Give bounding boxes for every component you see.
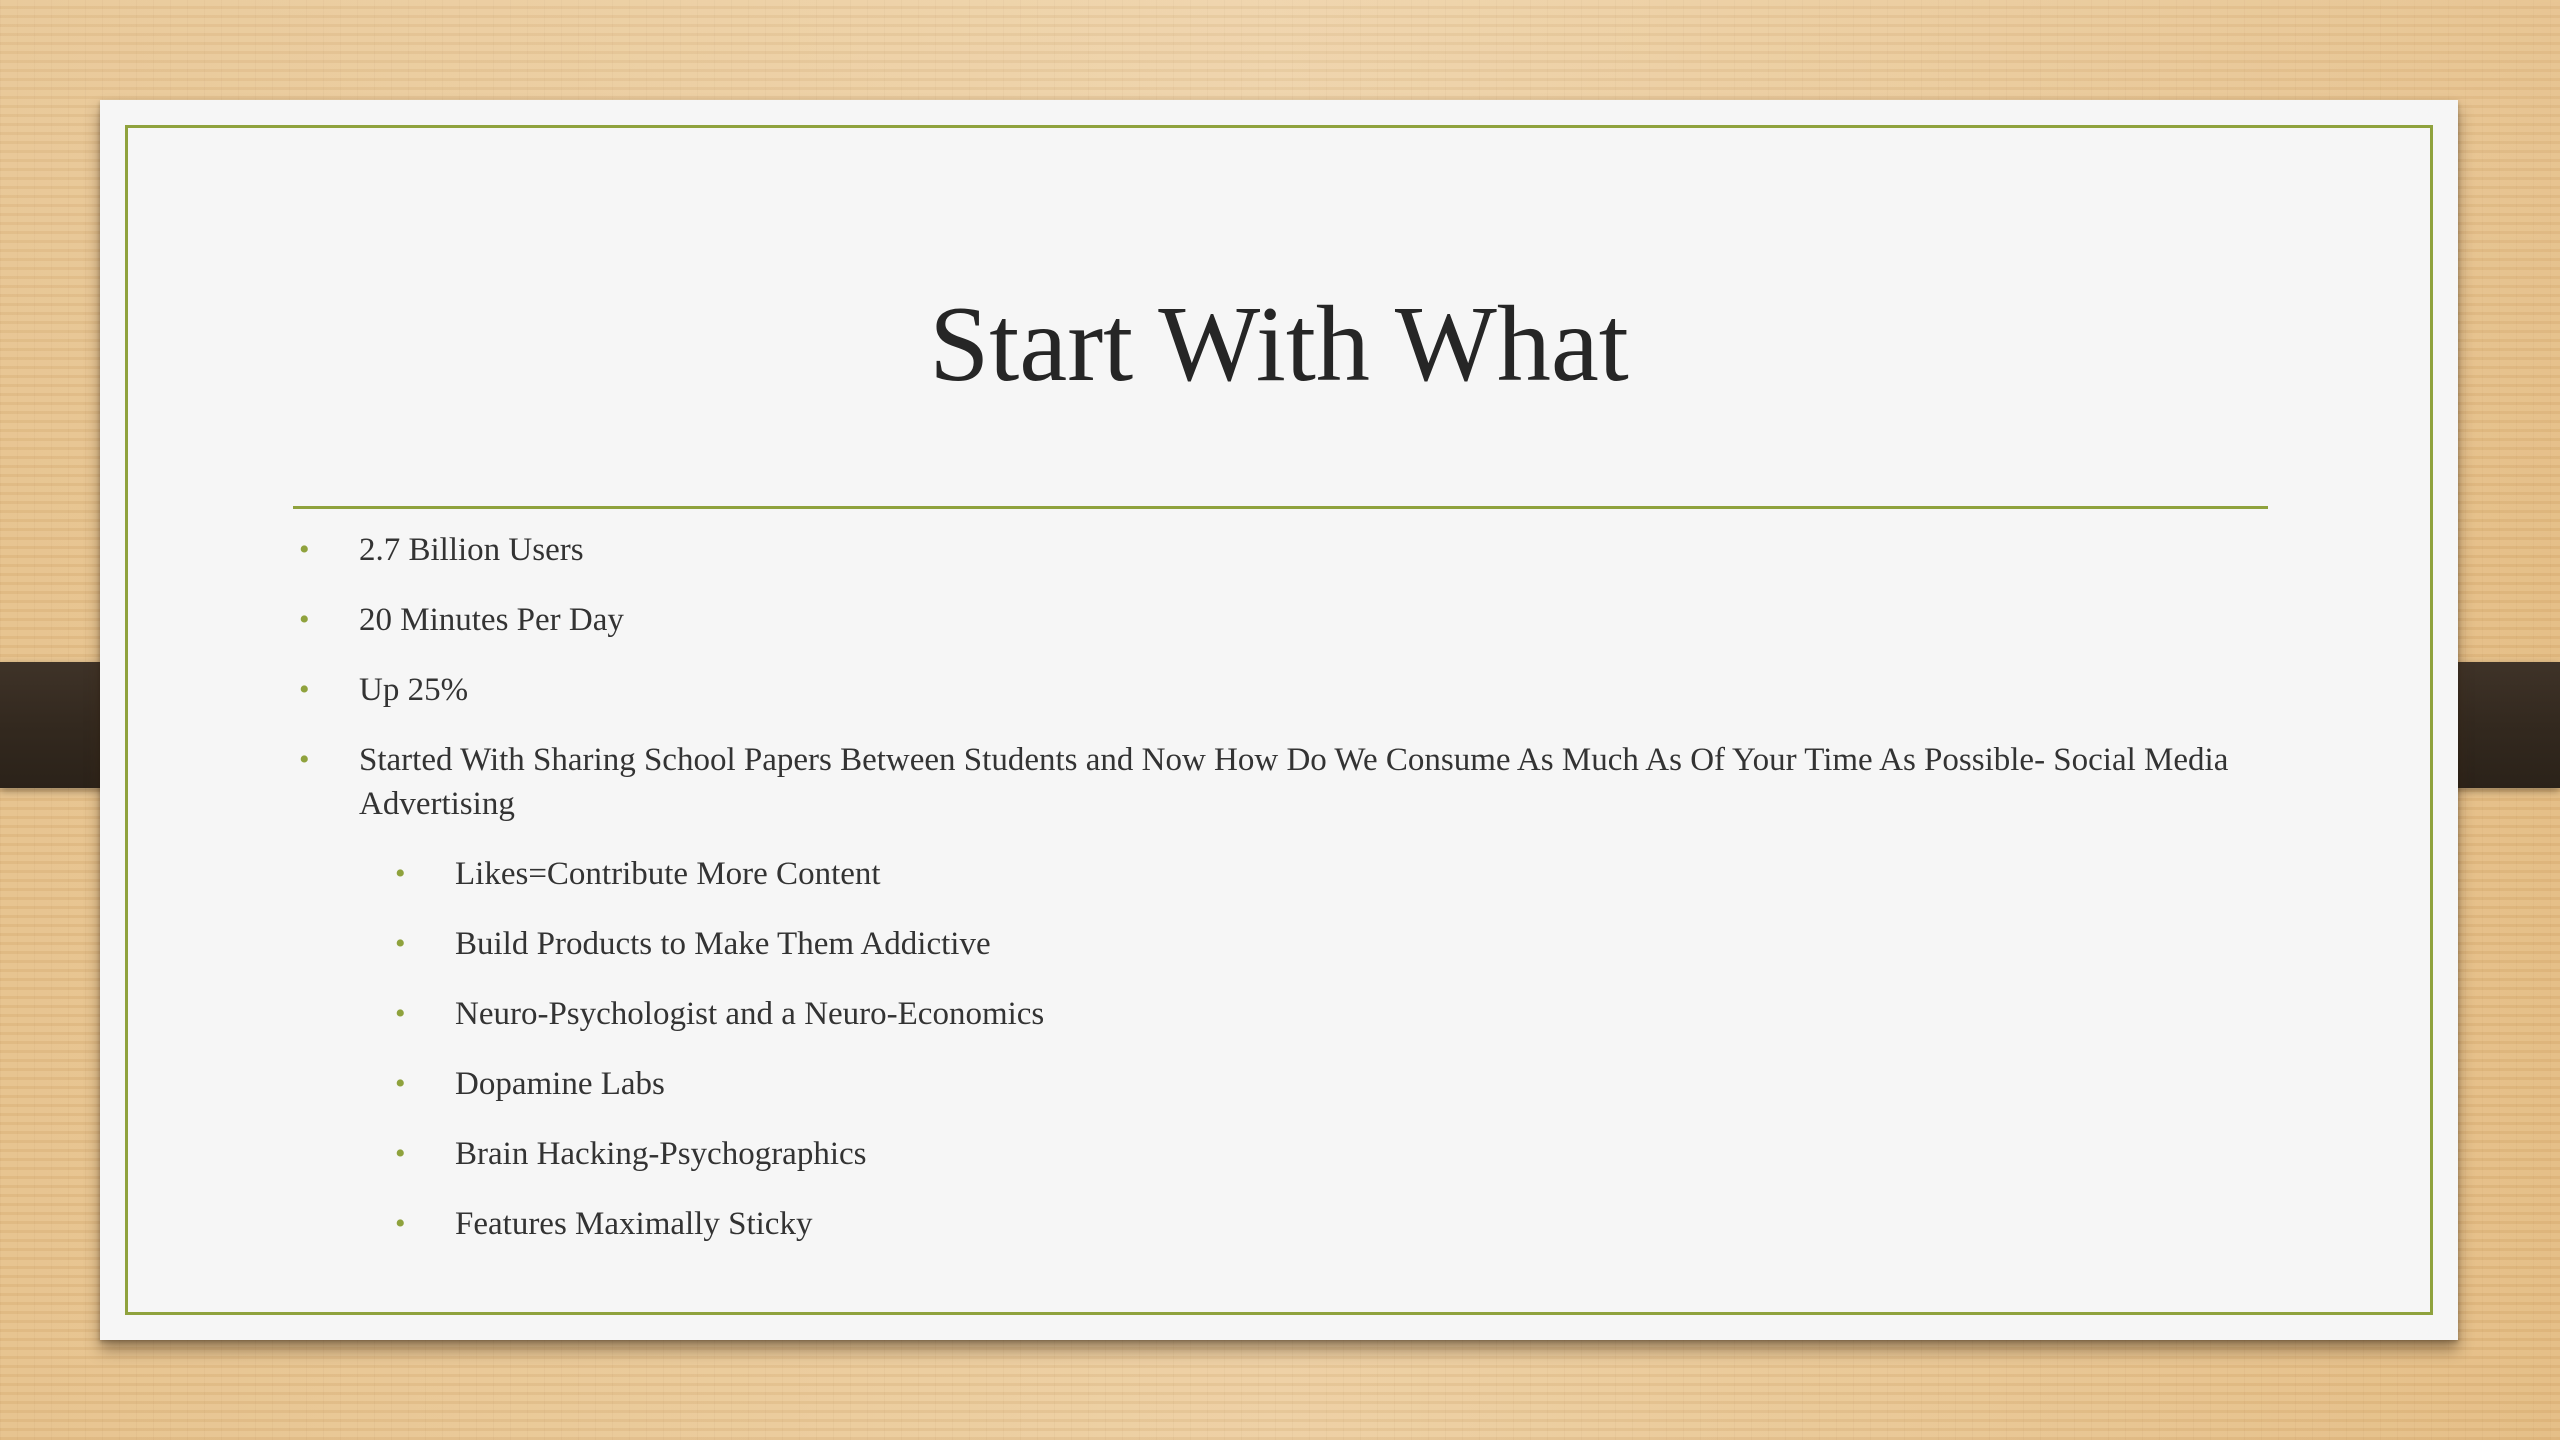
bullet-icon: •	[299, 533, 310, 566]
bullet-icon: •	[395, 997, 406, 1030]
bullet-text: Build Products to Make Them Addictive	[455, 926, 991, 962]
bullet-text: Likes=Contribute More Content	[455, 856, 881, 892]
bullet-icon: •	[299, 743, 310, 776]
bullet-item	[293, 668, 2293, 712]
bullet-text: 2.7 Billion Users	[359, 532, 584, 568]
bullet-icon: •	[299, 673, 310, 706]
bullet-text: Started With Sharing School Papers Between Students and Now How Do We Consume As Much As Of Your Time As Possible- Social Media Advertising	[359, 742, 2229, 822]
bullet-item	[293, 598, 2293, 642]
sub-bullet-item	[293, 922, 2293, 966]
bullet-text: Neuro-Psychologist and a Neuro-Economics	[455, 996, 1045, 1032]
bullet-icon: •	[395, 927, 406, 960]
bullet-icon: •	[395, 1207, 406, 1240]
bullet-icon: •	[395, 1067, 406, 1100]
slide	[100, 100, 2458, 1340]
bullet-icon: •	[395, 857, 406, 890]
bullet-icon: •	[395, 1137, 406, 1170]
title-divider	[293, 506, 2268, 509]
bullet-text: 20 Minutes Per Day	[359, 602, 624, 638]
bullet-item	[293, 738, 2293, 826]
bullet-text: Brain Hacking-Psychographics	[455, 1136, 867, 1172]
sub-bullet-item	[293, 1132, 2293, 1176]
bullet-text: Dopamine Labs	[455, 1066, 665, 1102]
sub-bullet-item	[293, 992, 2293, 1036]
bullet-text: Features Maximally Sticky	[455, 1206, 813, 1242]
bullet-list	[293, 528, 2293, 1272]
slide-title: Start With What	[929, 285, 1629, 404]
sub-bullet-item	[293, 1202, 2293, 1246]
sub-bullet-item	[293, 852, 2293, 896]
sub-bullet-item	[293, 1062, 2293, 1106]
bullet-text: Up 25%	[359, 672, 469, 708]
bullet-icon: •	[299, 603, 310, 636]
bullet-item	[293, 528, 2293, 572]
